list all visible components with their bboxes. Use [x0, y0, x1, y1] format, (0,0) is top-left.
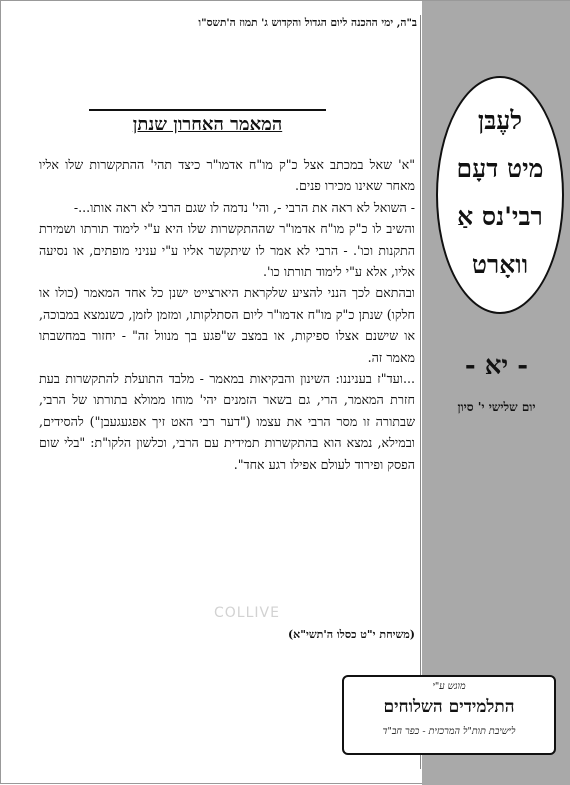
header-dedication: ב"ה, ימי ההכנה ליום הגדול והקדוש ג' תמוז ה'תשס"ו [198, 17, 417, 29]
paragraph: ובהתאם לכך הנני להציע שלקראת היארצייט ישנן כל אחד המאמר (כולו או חלקו) שנתן כ"ק מו"ח אדמו"ר ליום הסתלקותו, ומזמן לזמן, כשנמצא במבוכה, או שישנם אצלו ספיקות, או במצב ש"פגע בך מנוול זה" - יחזור במחשבתו מאמר זה. [39, 285, 415, 365]
title-rule [89, 109, 326, 111]
masthead-line: רבי'נס אַ [457, 202, 543, 231]
paragraph: - השואל לא ראה את הרבי -, והי' נדמה לו שגם הרבי לא ראה אותו...- [73, 199, 415, 215]
source-citation: (משיחת י"ט כסלו ה'תשי"א) [287, 628, 415, 641]
issue-number: - יא - [464, 351, 529, 381]
sponsor-intro: מוגש ע"י [432, 681, 466, 692]
article-title: המאמר האחרון שנתן [132, 114, 283, 135]
masthead-line: מיט דעָם [456, 154, 544, 183]
sponsor-subtitle: לישיבת תות"ל המרכזית - כפר חב"ד [382, 726, 516, 737]
sponsor-box [342, 675, 556, 755]
paragraph: והשיב לו כ"ק מו"ח אדמו"ר שההתקשרות שלו היא ע"י לימוד תורתו ושמירת התקנות וכו'. - הרבי לא אמר לו שיתקשר אליו ע"י עניני מופתים, או נסיעה אליו, אלא ע"י לימוד תורתו כו'. [39, 221, 415, 280]
issue-date: יום שלישי י' סיון [457, 400, 536, 414]
sponsor-name: התלמידים השלוחים [383, 697, 515, 717]
masthead-oval [436, 76, 564, 314]
masthead-line: וואָרט [471, 250, 529, 279]
article-body [39, 154, 415, 475]
masthead-line: לעֶבּן [477, 106, 523, 135]
watermark: COLLIVE [214, 605, 280, 621]
paragraph: "א' שאל במכתב אצל כ"ק מו"ח אדמו"ר כיצד תהי' ההתקשרות שלו אליו מאחר שאינו מכירו פנים. [39, 157, 415, 194]
paragraph: ...ועד"ז בעניננו: השינון והבקיאות במאמר - מלבד התועלת להתקשרות בעת חזרת המאמר, הרי, גם בשאר הזמנים יהי' מוחו ממולא בתורתו של הרבי, שבתורה זו מסר הרבי את עצמו ("דער רבי האט זיך אפגעגעבן") להסידים, ובמילא, נמצא הוא בהתקשרות תמידית עם הרבי, וכלשון הלקו"ת: "בלי שום הפסק ופירוד לעולם אפילו רגע אחד". [39, 371, 415, 472]
